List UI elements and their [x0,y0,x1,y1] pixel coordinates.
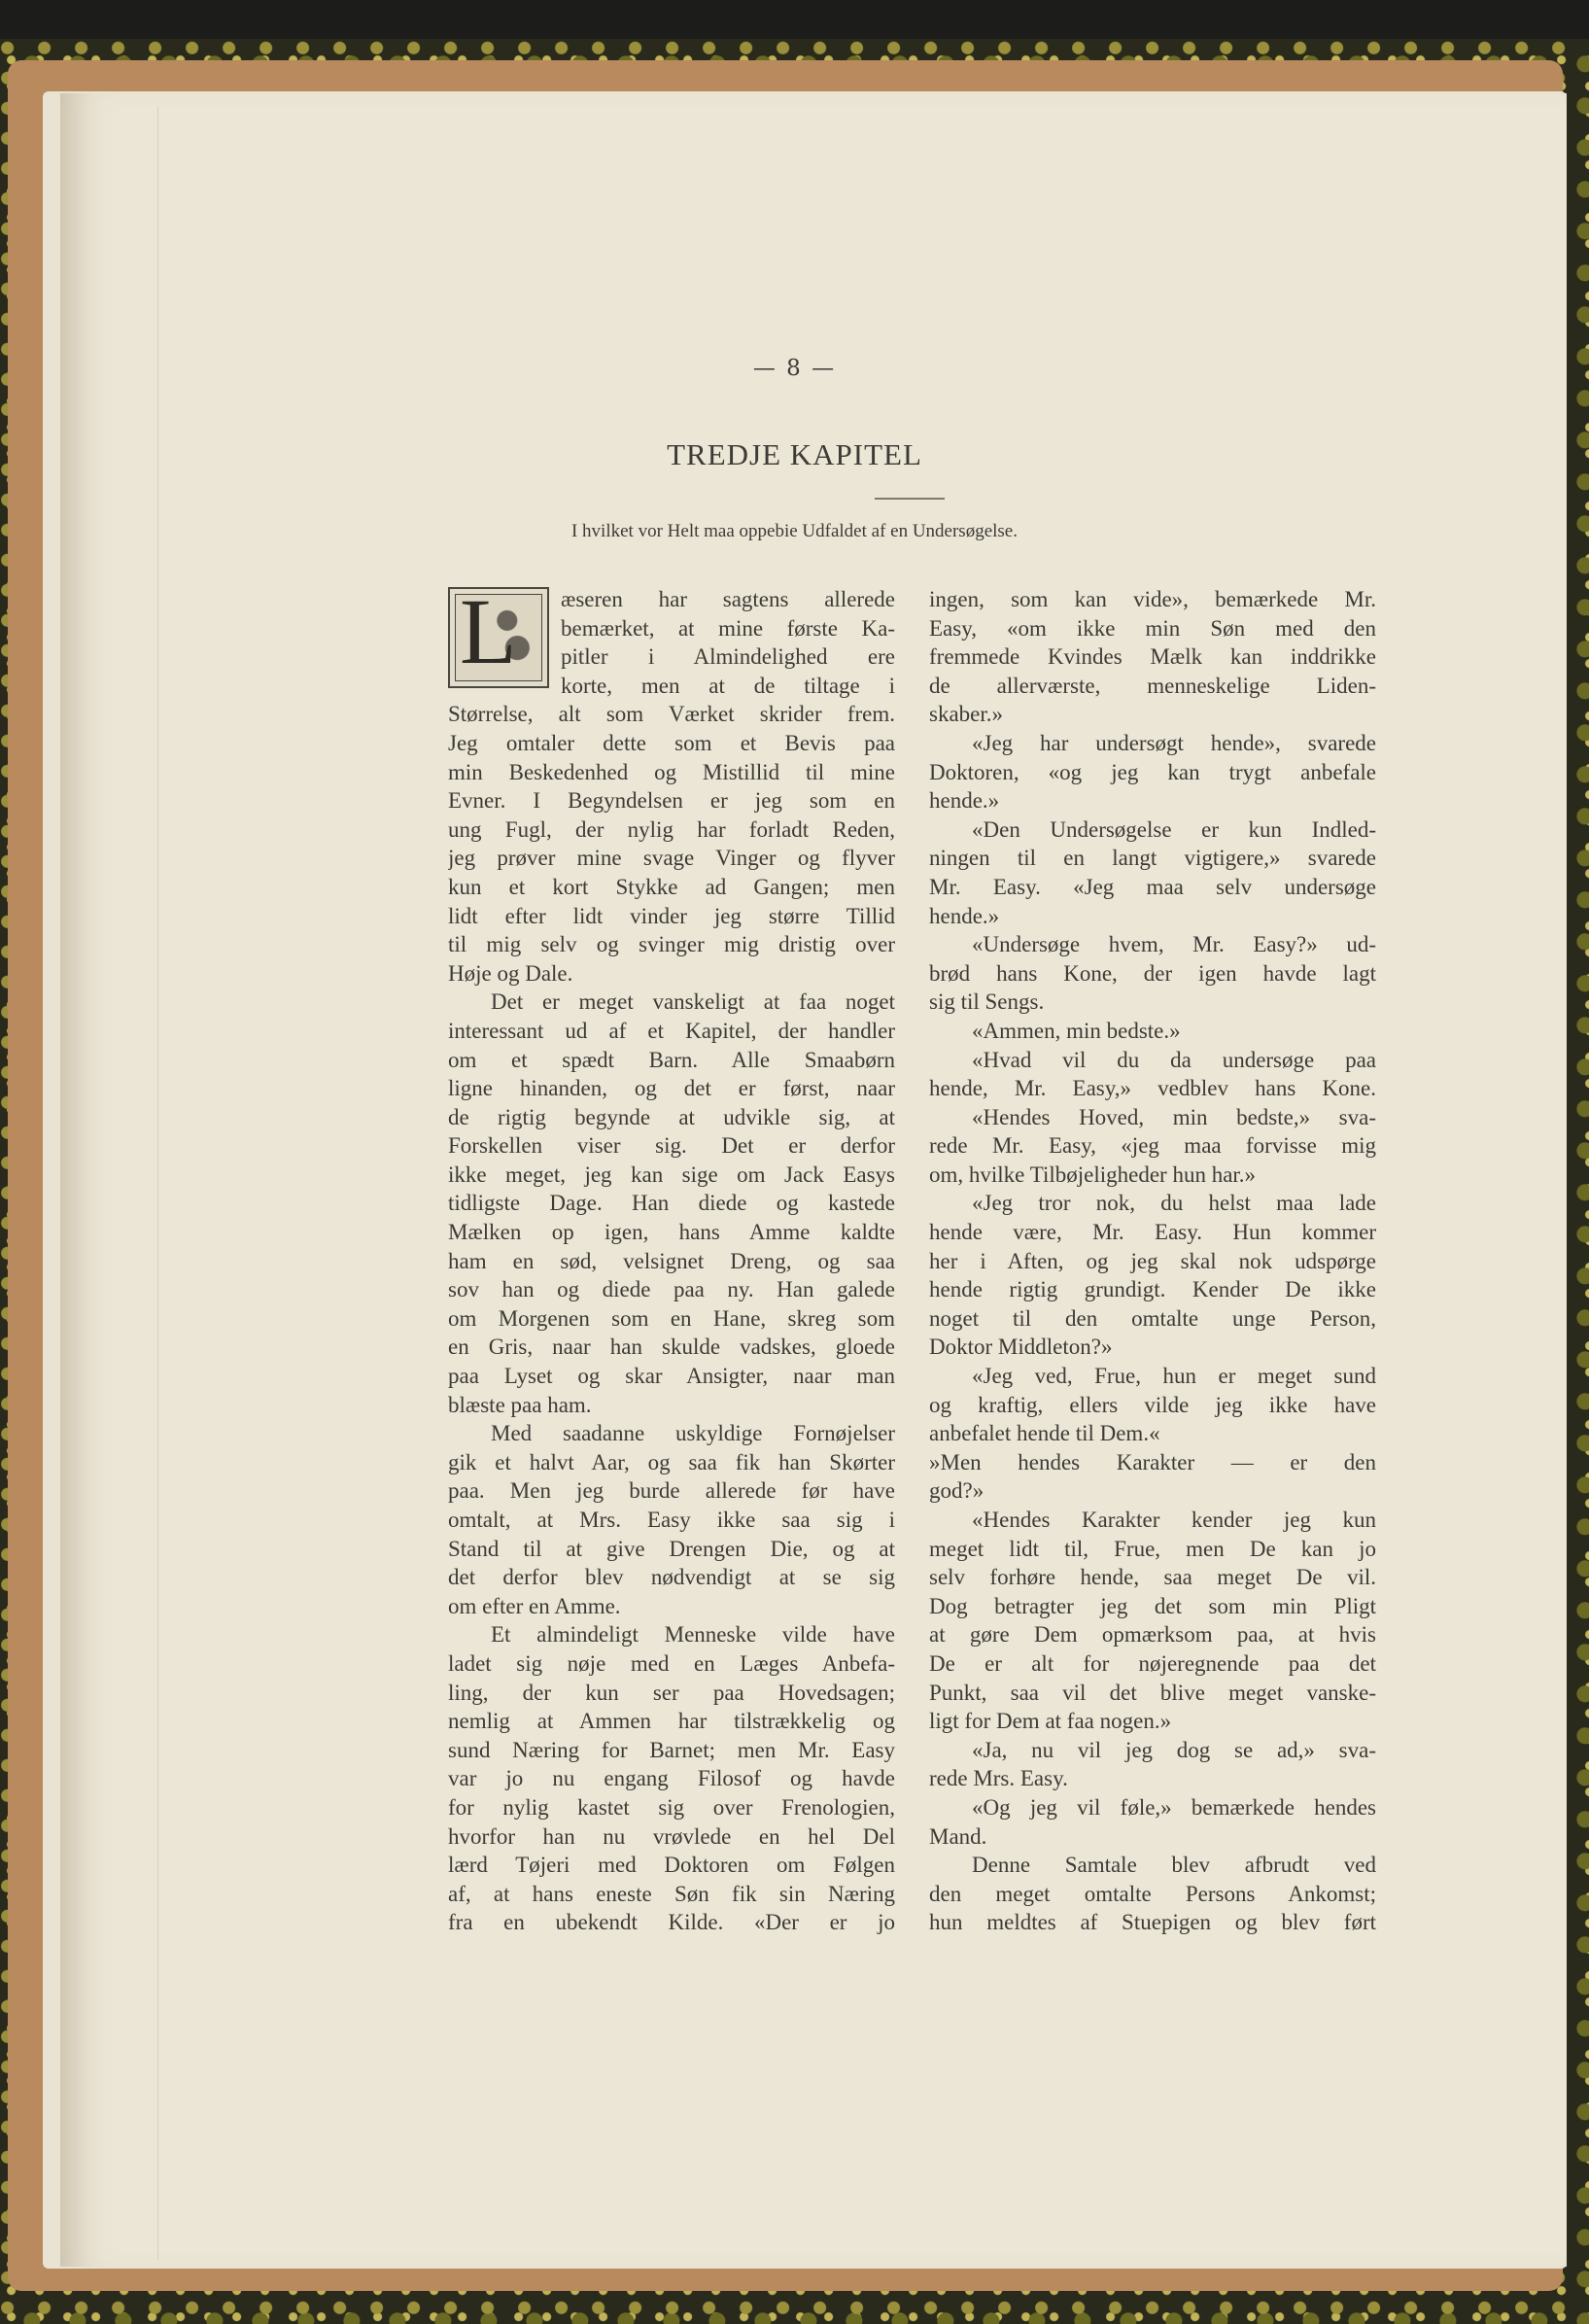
text-line: fremmede Kvindes Mælk kan inddrikke [929,644,1376,670]
text-line: tidligste Dage. Han diede og kastede [448,1191,895,1216]
text-line: kun et kort Stykke ad Gangen; men [448,874,895,899]
title-divider [875,498,945,500]
text-line: ladet sig nøje med en Læges Anbefa- [448,1650,895,1676]
text-line: Høje og Dale. [448,960,573,986]
text-line: pitler i Almindelighed ere [561,644,895,670]
text-line: Evner. I Begyndelsen er jeg som en [448,788,895,814]
text-line: «Ammen, min bedste.» [972,1018,1181,1043]
text-line: selv forhøre hende, saa meget De vil. [929,1565,1376,1590]
text-line: «Jeg ved, Frue, hun er meget sund [972,1364,1376,1389]
text-line: hvorfor han nu vrøvlede en hel Del [448,1823,895,1849]
text-line: paa Lyset og skar Ansigter, naar man [448,1364,895,1389]
text-line: jeg prøver mine svage Vinger og flyver [448,846,895,871]
text-line: til mig selv og svinger mig dristig over [448,932,895,957]
text-line: «Og jeg vil føle,» bemærkede hendes [972,1794,1376,1820]
text-line: hende være, Mr. Easy. Hun kommer [929,1220,1376,1245]
text-line: Med saadanne uskyldige Fornøjelser [491,1421,895,1446]
text-line: brød hans Kone, der igen havde lagt [929,960,1376,986]
text-line: ham en sød, velsignet Dreng, og saa [448,1248,895,1273]
text-line: Doktoren, «og jeg kan trygt anbefale [929,759,1376,784]
text-line: om, hvilke Tilbøjeligheder hun har.» [929,1162,1257,1187]
text-line: interessant ud af et Kapitel, der handler [448,1018,895,1043]
text-line: for nylig kastet sig over Frenologien, [448,1794,895,1820]
text-line: rede Mrs. Easy. [929,1766,1068,1791]
text-line: «Jeg har undersøgt hende», svarede [972,730,1376,755]
text-line: lærd Tøjeri med Doktoren om Følgen [448,1853,895,1878]
text-line: gik et halvt Aar, og saa fik han Skørter [448,1449,895,1474]
text-line: var jo nu engang Filosof og havde [448,1766,895,1791]
text-line: korte, men at de tiltage i [561,673,895,698]
text-line: skaber.» [929,702,1004,727]
text-line: Forskellen viser sig. Det er derfor [448,1133,895,1159]
text-line: Dog betragter jeg det som min Pligt [929,1593,1376,1618]
text-line: æseren har sagtens allerede [561,587,895,611]
text-line: »Men hendes Karakter — er den [929,1449,1376,1474]
text-line: ung Fugl, der nylig har forladt Reden, [448,816,895,842]
text-line: «Hvad vil du da undersøge paa [972,1047,1376,1072]
text-line: Easy, «om ikke min Søn med den [929,615,1376,641]
text-line: rede Mr. Easy, «jeg maa forvisse mig [929,1133,1376,1159]
left-text-column [448,579,895,1937]
text-line: Denne Samtale blev afbrudt ved [972,1853,1376,1878]
chapter-subtitle: I hvilket vor Helt maa oppebie Udfaldet af en Undersøgelse. [570,521,1018,541]
text-line: hende, Mr. Easy,» vedblev hans Kone. [929,1076,1376,1101]
text-line: blæste paa ham. [448,1392,592,1417]
text-line: Jeg omtaler dette som et Bevis paa [448,730,895,755]
text-line: Stand til at give Drengen Die, og at [448,1536,895,1561]
text-line: hende.» [929,788,1000,814]
text-line: Doktor Middleton?» [929,1335,1113,1360]
text-line: sig til Sengs. [929,989,1045,1015]
text-line: «Jeg tror nok, du helst maa lade [972,1191,1376,1216]
text-line: «Undersøge hvem, Mr. Easy?» ud- [972,932,1376,957]
text-line: om et spædt Barn. Alle Smaabørn [448,1047,895,1072]
text-line: «Den Undersøgelse er kun Indled- [972,816,1376,842]
text-line: hende rigtig grundigt. Kender De ikke [929,1277,1376,1302]
right-text-column [929,585,1376,1937]
text-line: ling, der kun ser paa Hovedsagen; [448,1680,895,1705]
text-line: min Beskedenhed og Mistillid til mine [448,759,895,784]
text-line: Punkt, saa vil det blive meget vanske- [929,1680,1376,1705]
text-line: bemærket, at mine første Ka- [561,615,895,641]
text-line: Et almindeligt Menneske vilde have [491,1622,895,1648]
text-line: sund Næring for Barnet; men Mr. Easy [448,1737,895,1762]
text-line: fra en ubekendt Kilde. «Der er jo [448,1910,895,1935]
text-line: det derfor blev nødvendigt at se sig [448,1565,895,1590]
text-line: om efter en Amme. [448,1593,621,1618]
text-line: Mand. [929,1823,987,1849]
text-line: Størrelse, alt som Værket skrider frem. [448,702,895,727]
text-line: at gøre Dem opmærksom paa, at hvis [929,1622,1376,1648]
text-line: ligt for Dem at faa nogen.» [929,1709,1172,1734]
text-line: ikke meget, jeg kan sige om Jack Easys [448,1162,895,1187]
page-number: — 8 — [752,356,837,381]
text-line: anbefalet hende til Dem.« [929,1421,1160,1446]
text-line: ligne hinanden, og det er først, naar [448,1076,895,1101]
text-line: Det er meget vanskeligt at faa noget [491,989,895,1015]
text-line: paa. Men jeg burde allerede før have [448,1478,895,1504]
chapter-title: TREDJE KAPITEL [667,437,922,471]
text-line: her i Aften, og jeg skal nok udspørge [929,1248,1376,1273]
text-line: ningen til en langt vigtigere,» svarede [929,846,1376,871]
text-line: nemlig at Ammen har tilstrækkelig og [448,1709,895,1734]
text-line: en Gris, naar han skulde vadskes, gloede [448,1335,895,1360]
text-line: om Morgenen som en Hane, skreg som [448,1305,895,1331]
text-line: hun meldtes af Stuepigen og blev ført [929,1910,1376,1935]
text-line: meget lidt til, Frue, men De kan jo [929,1536,1376,1561]
text-line: god?» [929,1478,984,1504]
text-line: «Hendes Karakter kender jeg kun [972,1508,1376,1532]
text-line: og kraftig, ellers vilde jeg ikke have [929,1392,1376,1417]
text-line: de allerværste, menneskelige Liden- [929,673,1376,698]
text-line: noget til den omtalte unge Person, [929,1305,1376,1331]
text-line: «Ja, nu vil jeg dog se ad,» sva- [972,1737,1376,1762]
text-line: «Hendes Hoved, min bedste,» sva- [972,1104,1376,1129]
text-line: hende.» [929,903,1000,928]
text-line: sov han og diede paa ny. Han galede [448,1277,895,1302]
text-line: den meget omtalte Persons Ankomst; [929,1881,1376,1906]
text-line: Mælken op igen, hans Amme kaldte [448,1220,895,1245]
text-line: omtalt, at Mrs. Easy ikke saa sig i [448,1508,895,1532]
initial-letter: L [460,579,517,683]
text-line: lidt efter lidt vinder jeg større Tillid [448,903,895,928]
text-line: Mr. Easy. «Jeg maa selv undersøge [929,874,1376,899]
text-line: af, at hans eneste Søn fik sin Næring [448,1881,895,1906]
text-line: ingen, som kan vide», bemærkede Mr. [929,587,1376,611]
text-line: De er alt for nøjeregnende paa det [929,1650,1376,1676]
text-line: de rigtig begynde at udvikle sig, at [448,1104,895,1129]
